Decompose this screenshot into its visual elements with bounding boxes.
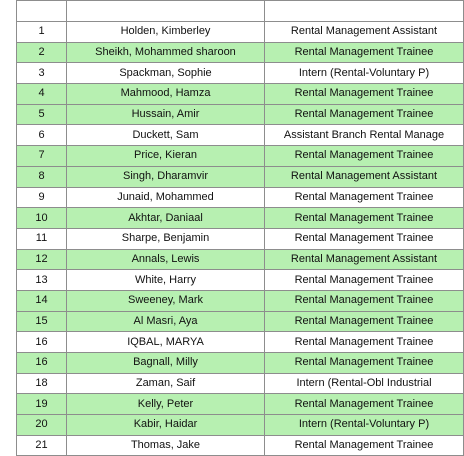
staff-table-body [17, 1, 464, 456]
employee-name-cell[interactable]: Sweeney, Mark [67, 290, 265, 311]
employee-name-cell[interactable]: IQBAL, MARYA [67, 332, 265, 353]
row-number-cell[interactable]: 2 [17, 42, 67, 63]
employee-name-cell[interactable]: Holden, Kimberley [67, 22, 265, 43]
job-role-cell[interactable]: Rental Management Trainee [265, 290, 464, 311]
employee-name-cell[interactable]: Spackman, Sophie [67, 63, 265, 84]
table-row[interactable] [17, 353, 464, 374]
employee-name-cell[interactable]: Price, Kieran [67, 146, 265, 167]
job-role-cell[interactable]: Rental Management Trainee [265, 208, 464, 229]
employee-name-cell[interactable]: Junaid, Mohammed [67, 187, 265, 208]
row-number-cell[interactable]: 11 [17, 228, 67, 249]
row-number-cell[interactable]: 16 [17, 332, 67, 353]
row-number-cell[interactable]: 3 [17, 63, 67, 84]
row-number-cell[interactable]: 20 [17, 415, 67, 436]
job-role-cell[interactable]: Rental Management Trainee [265, 435, 464, 456]
job-role-cell[interactable]: Rental Management Trainee [265, 311, 464, 332]
job-role-cell[interactable]: Intern (Rental-Obl Industrial [265, 373, 464, 394]
row-number-cell[interactable]: 8 [17, 166, 67, 187]
employee-name-cell[interactable]: Al Masri, Aya [67, 311, 265, 332]
row-number-cell[interactable]: 16 [17, 353, 67, 374]
table-row[interactable] [17, 208, 464, 229]
table-row[interactable] [17, 249, 464, 270]
employee-name-cell[interactable]: Hussain, Amir [67, 104, 265, 125]
job-role-cell[interactable]: Assistant Branch Rental Manage [265, 125, 464, 146]
job-role-cell[interactable]: Rental Management Trainee [265, 42, 464, 63]
employee-name-cell[interactable]: Annals, Lewis [67, 249, 265, 270]
employee-name-cell[interactable]: Akhtar, Daniaal [67, 208, 265, 229]
header-cell-role[interactable] [265, 1, 464, 22]
job-role-cell[interactable]: Rental Management Trainee [265, 146, 464, 167]
row-number-cell[interactable]: 18 [17, 373, 67, 394]
header-cell-number[interactable] [17, 1, 67, 22]
table-row[interactable] [17, 84, 464, 105]
job-role-cell[interactable]: Rental Management Trainee [265, 187, 464, 208]
table-row[interactable] [17, 125, 464, 146]
table-row[interactable] [17, 42, 464, 63]
spreadsheet-area [16, 0, 463, 452]
table-row[interactable] [17, 146, 464, 167]
job-role-cell[interactable]: Rental Management Trainee [265, 104, 464, 125]
employee-name-cell[interactable]: Kelly, Peter [67, 394, 265, 415]
employee-name-cell[interactable]: Sharpe, Benjamin [67, 228, 265, 249]
row-number-cell[interactable]: 7 [17, 146, 67, 167]
row-number-cell[interactable]: 12 [17, 249, 67, 270]
job-role-cell[interactable]: Rental Management Assistant [265, 166, 464, 187]
table-row[interactable] [17, 104, 464, 125]
table-row[interactable] [17, 228, 464, 249]
job-role-cell[interactable]: Rental Management Trainee [265, 332, 464, 353]
employee-name-cell[interactable]: Mahmood, Hamza [67, 84, 265, 105]
table-row[interactable] [17, 394, 464, 415]
employee-name-cell[interactable]: Sheikh, Mohammed sharoon [67, 42, 265, 63]
table-row[interactable] [17, 187, 464, 208]
page-margin [0, 0, 16, 442]
table-row[interactable] [17, 332, 464, 353]
row-number-cell[interactable]: 4 [17, 84, 67, 105]
job-role-cell[interactable]: Rental Management Trainee [265, 353, 464, 374]
table-row[interactable] [17, 63, 464, 84]
row-number-cell[interactable]: 1 [17, 22, 67, 43]
row-number-cell[interactable]: 6 [17, 125, 67, 146]
employee-name-cell[interactable]: Zaman, Saif [67, 373, 265, 394]
row-number-cell[interactable]: 19 [17, 394, 67, 415]
employee-name-cell[interactable]: Kabir, Haidar [67, 415, 265, 436]
job-role-cell[interactable]: Rental Management Assistant [265, 22, 464, 43]
job-role-cell[interactable]: Rental Management Trainee [265, 394, 464, 415]
table-row[interactable] [17, 435, 464, 456]
job-role-cell[interactable]: Rental Management Trainee [265, 228, 464, 249]
header-cell-name[interactable] [67, 1, 265, 22]
employee-name-cell[interactable]: Thomas, Jake [67, 435, 265, 456]
job-role-cell[interactable]: Rental Management Trainee [265, 270, 464, 291]
row-number-cell[interactable]: 5 [17, 104, 67, 125]
row-number-cell[interactable]: 9 [17, 187, 67, 208]
row-number-cell[interactable]: 21 [17, 435, 67, 456]
row-number-cell[interactable]: 13 [17, 270, 67, 291]
table-row[interactable] [17, 166, 464, 187]
employee-name-cell[interactable]: Bagnall, Milly [67, 353, 265, 374]
table-row[interactable] [17, 373, 464, 394]
header-row [17, 1, 464, 22]
employee-name-cell[interactable]: White, Harry [67, 270, 265, 291]
job-role-cell[interactable]: Rental Management Assistant [265, 249, 464, 270]
table-row[interactable] [17, 415, 464, 436]
table-row[interactable] [17, 270, 464, 291]
row-number-cell[interactable]: 10 [17, 208, 67, 229]
table-row[interactable] [17, 290, 464, 311]
job-role-cell[interactable]: Intern (Rental-Voluntary P) [265, 415, 464, 436]
table-row[interactable] [17, 22, 464, 43]
row-number-cell[interactable]: 14 [17, 290, 67, 311]
employee-name-cell[interactable]: Duckett, Sam [67, 125, 265, 146]
row-number-cell[interactable]: 15 [17, 311, 67, 332]
staff-table [16, 0, 464, 456]
table-row[interactable] [17, 311, 464, 332]
job-role-cell[interactable]: Intern (Rental-Voluntary P) [265, 63, 464, 84]
job-role-cell[interactable]: Rental Management Trainee [265, 84, 464, 105]
employee-name-cell[interactable]: Singh, Dharamvir [67, 166, 265, 187]
